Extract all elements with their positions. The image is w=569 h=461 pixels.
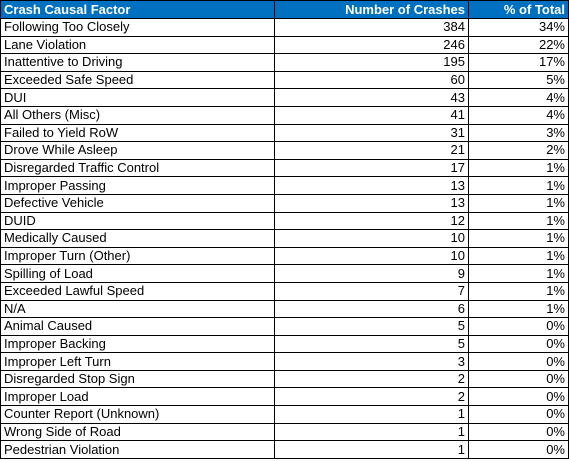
table-row [1, 159, 569, 177]
cell-crash-causal-factor: Drove While Asleep [1, 142, 275, 160]
cell-crash-causal-factor: N/A [1, 300, 275, 318]
cell-number-of-crashes: 195 [275, 54, 469, 72]
cell-crash-causal-factor: Following Too Closely [1, 19, 275, 37]
cell-number-of-crashes: 9 [275, 265, 469, 283]
cell-number-of-crashes: 10 [275, 247, 469, 265]
cell-number-of-crashes: 41 [275, 106, 469, 124]
cell-percent-of-total: 0% [469, 406, 569, 424]
table-row [1, 212, 569, 230]
table-row [1, 54, 569, 72]
table-row [1, 300, 569, 318]
cell-number-of-crashes: 5 [275, 318, 469, 336]
cell-number-of-crashes: 2 [275, 370, 469, 388]
header-crash-causal-factor: Crash Causal Factor [1, 1, 275, 19]
cell-percent-of-total: 0% [469, 441, 569, 459]
table-row [1, 423, 569, 441]
table-header-row [1, 1, 569, 19]
cell-percent-of-total: 34% [469, 19, 569, 37]
cell-crash-causal-factor: DUID [1, 212, 275, 230]
cell-percent-of-total: 1% [469, 230, 569, 248]
cell-number-of-crashes: 2 [275, 388, 469, 406]
cell-percent-of-total: 22% [469, 36, 569, 54]
cell-percent-of-total: 1% [469, 300, 569, 318]
cell-crash-causal-factor: Disregarded Stop Sign [1, 370, 275, 388]
cell-number-of-crashes: 1 [275, 441, 469, 459]
header-number-of-crashes: Number of Crashes [275, 1, 469, 19]
cell-crash-causal-factor: Exceeded Lawful Speed [1, 282, 275, 300]
cell-number-of-crashes: 7 [275, 282, 469, 300]
cell-crash-causal-factor: Disregarded Traffic Control [1, 159, 275, 177]
cell-percent-of-total: 1% [469, 265, 569, 283]
cell-percent-of-total: 0% [469, 423, 569, 441]
cell-number-of-crashes: 1 [275, 406, 469, 424]
cell-crash-causal-factor: Spilling of Load [1, 265, 275, 283]
table-row [1, 71, 569, 89]
cell-percent-of-total: 1% [469, 212, 569, 230]
table-row [1, 230, 569, 248]
cell-crash-causal-factor: Defective Vehicle [1, 194, 275, 212]
table-row [1, 388, 569, 406]
table-row [1, 177, 569, 195]
table-row [1, 282, 569, 300]
table-row [1, 441, 569, 459]
cell-crash-causal-factor: Improper Backing [1, 335, 275, 353]
cell-percent-of-total: 1% [469, 159, 569, 177]
cell-crash-causal-factor: Inattentive to Driving [1, 54, 275, 72]
cell-percent-of-total: 1% [469, 194, 569, 212]
table-row [1, 89, 569, 107]
table-row [1, 335, 569, 353]
cell-number-of-crashes: 246 [275, 36, 469, 54]
cell-crash-causal-factor: Lane Violation [1, 36, 275, 54]
table-row [1, 36, 569, 54]
cell-percent-of-total: 0% [469, 353, 569, 371]
cell-percent-of-total: 3% [469, 124, 569, 142]
cell-percent-of-total: 1% [469, 282, 569, 300]
cell-number-of-crashes: 12 [275, 212, 469, 230]
cell-crash-causal-factor: Improper Turn (Other) [1, 247, 275, 265]
cell-percent-of-total: 4% [469, 89, 569, 107]
cell-number-of-crashes: 3 [275, 353, 469, 371]
cell-percent-of-total: 0% [469, 335, 569, 353]
cell-crash-causal-factor: Pedestrian Violation [1, 441, 275, 459]
cell-percent-of-total: 2% [469, 142, 569, 160]
table-row [1, 247, 569, 265]
cell-crash-causal-factor: Exceeded Safe Speed [1, 71, 275, 89]
cell-crash-causal-factor: Improper Left Turn [1, 353, 275, 371]
cell-percent-of-total: 1% [469, 247, 569, 265]
cell-percent-of-total: 17% [469, 54, 569, 72]
cell-crash-causal-factor: Failed to Yield RoW [1, 124, 275, 142]
cell-percent-of-total: 0% [469, 388, 569, 406]
table-row [1, 142, 569, 160]
cell-crash-causal-factor: Wrong Side of Road [1, 423, 275, 441]
cell-number-of-crashes: 6 [275, 300, 469, 318]
cell-number-of-crashes: 13 [275, 177, 469, 195]
cell-crash-causal-factor: Improper Load [1, 388, 275, 406]
cell-percent-of-total: 1% [469, 177, 569, 195]
cell-number-of-crashes: 17 [275, 159, 469, 177]
table-row [1, 406, 569, 424]
cell-crash-causal-factor: DUI [1, 89, 275, 107]
cell-crash-causal-factor: Medically Caused [1, 230, 275, 248]
cell-percent-of-total: 0% [469, 318, 569, 336]
cell-number-of-crashes: 43 [275, 89, 469, 107]
cell-crash-causal-factor: All Others (Misc) [1, 106, 275, 124]
cell-number-of-crashes: 13 [275, 194, 469, 212]
cell-crash-causal-factor: Counter Report (Unknown) [1, 406, 275, 424]
cell-crash-causal-factor: Improper Passing [1, 177, 275, 195]
cell-number-of-crashes: 1 [275, 423, 469, 441]
table-row [1, 19, 569, 37]
table-body [1, 19, 569, 459]
header-percent-of-total: % of Total [469, 1, 569, 19]
cell-number-of-crashes: 31 [275, 124, 469, 142]
table-row [1, 370, 569, 388]
cell-number-of-crashes: 10 [275, 230, 469, 248]
cell-number-of-crashes: 5 [275, 335, 469, 353]
table-row [1, 194, 569, 212]
table-row [1, 124, 569, 142]
cell-number-of-crashes: 60 [275, 71, 469, 89]
cell-percent-of-total: 0% [469, 370, 569, 388]
cell-percent-of-total: 5% [469, 71, 569, 89]
table-row [1, 265, 569, 283]
cell-crash-causal-factor: Animal Caused [1, 318, 275, 336]
table-row [1, 318, 569, 336]
cell-number-of-crashes: 21 [275, 142, 469, 160]
cell-number-of-crashes: 384 [275, 19, 469, 37]
table-row [1, 106, 569, 124]
table-row [1, 353, 569, 371]
cell-percent-of-total: 4% [469, 106, 569, 124]
